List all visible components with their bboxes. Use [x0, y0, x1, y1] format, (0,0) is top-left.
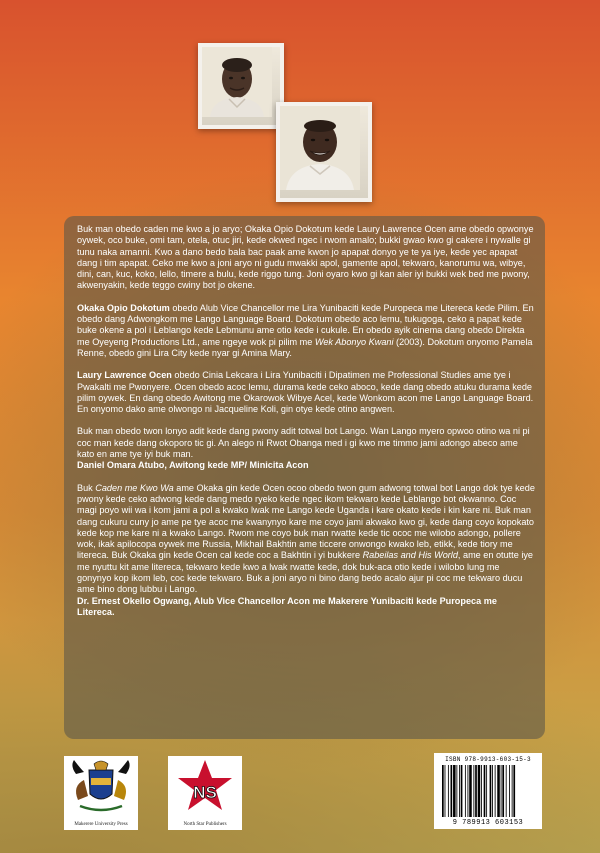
endorsement-1 [77, 426, 535, 471]
barcode-bar [497, 765, 500, 817]
barcode-bar [486, 765, 487, 817]
endorsement-2-text-b: ame Okaka gin kede Ocen ocoo obedo twon gum adwong totwal bot Lango dok tye kede pwony kede ceko adwong kede dang medo ryeko kede ngec ikom tekwaro kede Leblango bot okwanno. Coc magi poyo wii wa i kom jami a pol a kwako lwak me Lango kede Uganda i kare okato kede i kin kare ni. Buk man dang cukuru cuny jo ame pe tye acoc me kwanynyo kare me coyo jami akwako kwo gi, kede dang coyo kopokato kede kop me kare ni a kwako Lango. Rwom me coyo buk man rwatte kede tic ococ me wilobo adongo, pollere wok, ikak apilocopa oywek me Russia, Mikhail Bakhtin ame ticcere onwongo kwako leb, etikk, kede tiory me litereca. Buk Okaka gin kede Ocen cal kede coc a Bakhtin i yi bukkere [77, 482, 535, 561]
portrait-illustration [202, 47, 272, 117]
barcode-bar [468, 765, 469, 817]
barcode-bar [459, 765, 460, 817]
reference-title: Rabeilas and His World [362, 550, 458, 561]
barcode-bar [481, 765, 482, 817]
barcode-bar [453, 765, 456, 817]
endorsement-1-signature: Daniel Omara Atubo, Awitong kede MP/ Minicita Acon [77, 460, 309, 471]
barcode-bar [478, 765, 481, 817]
author1-bio-text-b: (2003). Dokotum onyomo Pamela Renne, obedo gini Lira City kede nyar gi Amina Mary. [77, 336, 533, 358]
author1-bio [77, 303, 535, 359]
book-title: Caden me Kwo Wa [95, 482, 174, 493]
barcode-bar [442, 765, 444, 817]
isbn-label: ISBN 978-9913-603-15-3 [445, 756, 531, 763]
barcode-bar [473, 765, 474, 817]
film-title: Wek Abonyo Kwani [314, 336, 394, 347]
barcode-bar [495, 765, 496, 817]
barcode-bar [492, 765, 493, 817]
endorsement-2 [77, 483, 535, 619]
barcode-bar [513, 765, 515, 817]
isbn-number: 9 789913 603153 [452, 819, 524, 827]
northstar-caption: North Star Publishers [183, 822, 227, 827]
barcode-bar [484, 765, 486, 817]
barcode-bar [445, 765, 446, 817]
portrait-illustration [280, 106, 360, 190]
author-photo-1 [198, 43, 284, 129]
north-star-publishers-logo [168, 756, 242, 830]
intro-paragraph [77, 224, 535, 292]
barcode-bars-icon [442, 765, 534, 817]
coat-of-arms-icon [64, 756, 138, 818]
endorsement-2-text-a: Buk [77, 482, 96, 493]
author1-name: Okaka Opio Dokotum [77, 302, 170, 313]
author-photo-2 [276, 102, 372, 202]
author-portrait-image [280, 106, 368, 198]
barcode-bar [509, 765, 510, 817]
back-cover-blurb [64, 216, 545, 739]
endorsement-2-signature: Dr. Ernest Okello Ogwang, Alub Vice Chancellor Acon me Makerere Yunibaciti kede Puropeca me Litereca. [77, 595, 497, 617]
barcode-bar [490, 765, 492, 817]
makerere-caption: Makerere University Press [74, 822, 128, 827]
makerere-university-press-logo [64, 756, 138, 830]
barcode-bar [465, 765, 466, 817]
author2-bio [77, 370, 535, 415]
author2-name: Laury Lawrence Ocen [77, 370, 172, 381]
author2-bio-text: obedo Cinia Lekcara i Lira Yunibaciti i Dipatimen me Professional Studies ame tye i Pwakalti me Pwonyere. Ocen obedo acoc lemu, durama kede ceko aboco, kede dang obedo atuku durama kede pilim oywek. En dang obedo Awitong me Okarowok Wibye Acel, kede Wonkom acon me Lango Language Board. En onyomo dako ame olwongo ni Jacqueline Koli, gin otye kede otino angwen. [77, 370, 534, 415]
barcode-bar [502, 765, 504, 817]
barcode-bar [512, 765, 513, 817]
barcode-bar [506, 765, 507, 817]
isbn-barcode [434, 753, 542, 829]
barcode-bar [461, 765, 463, 817]
barcode-bar [451, 765, 453, 817]
endorsement-2-text-c: , ame en otutte iye me nyuttu kit ame litereca, tekwaro kede kwo a lwak rwatte kede, dok buk-aca otio kede i wilobo lung me gonynyo kop ikom leb, coc kede tekwaro. Buk a joni aryo ni bino dang bedo acalo ajur pi coc me tekwaro ducu ame bino dong lubbu i Lango. [77, 550, 533, 595]
endorsement-1-text: Buk man obedo twon lonyo adit kede dang pwony adit totwal bot Lango. Wan Lango myero opwoo otino wa ni pi coc man kede dang okoporo tic gi. An alego ni Rwot Obanga med i gi kwo me timmo jami adongo abeco ame kato en ame tye iyi buk man. [77, 426, 530, 460]
author1-bio-text-a: obedo Alub Vice Chancellor me Lira Yunibaciti kede Puropeca me Litereca kede Pilim. En obedo dang Adwongkom me Lango Language Board. Dokotum obedo aco lemu, tukugoga, ceko a papat kede buke okene a pol i Leblango kede Lebmunu ame otio kede i cukule. En obedo ayik cinema dang obedo Direkta me Oyeyeng Productions Ltd., ame ngeye wok pi pilim me [77, 302, 534, 347]
barcode-bar [456, 765, 457, 817]
barcode-bar [501, 765, 502, 817]
barcode-bar [448, 765, 449, 817]
barcode-bar [469, 765, 472, 817]
northstar-mark: NS [193, 783, 217, 802]
author-portrait-image [202, 47, 280, 125]
barcode-bar [475, 765, 477, 817]
intro-text: Buk man obedo caden me kwo a jo aryo; Okaka Opio Dokotum kede Laury Lawrence Ocen ame obedo opwonye oywek, oco buke, omi tam, otela, otuc jiri, kede okwed ngec i rwom amalo; bukki gwao kwo gi cakere i nywalle gi tunu naka amanni. Kwo a dano bedo bala bac paak ame kwon jo apapat donyo ye te ya iye, kede yec apapat dang i tim apapat. Ceko me kwo a joni aryo ni gudu mwakki apol, gamente apol, tekwaro, kanorumu wa, wibye, dini, can, kuc, koko, lello, timere a bulu, kede riggo tung. Joni oyaro kwo gi kan aler iyi bukki wek bed me pwony, akwenyakin, kede teggo cwiny bot jo okene. [77, 224, 534, 291]
star-icon [168, 756, 242, 818]
